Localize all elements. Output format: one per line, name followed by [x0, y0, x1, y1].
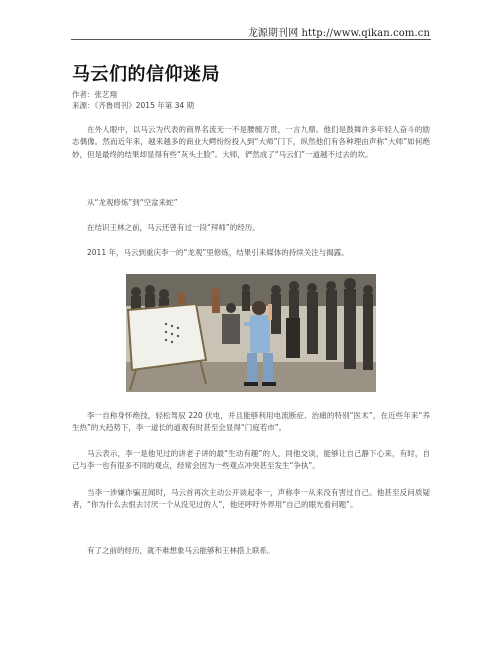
- article-author: 作者：张艺翔: [72, 90, 117, 99]
- article-source: 来源：《齐鲁周刊》2015 年第 34 期: [72, 101, 195, 110]
- paragraph-5: 马云表示，李一是他见过的讲老子讲的最“生动有趣”的人，同他交谈，能够让自己静下心来，有时，自己与李一也有很多不同的观点，经常会因为一些观点冲突甚至发生“争执”。: [72, 449, 430, 471]
- paragraph-6: 当李一涉嫌诈骗丑闻时，马云首再次主动公开谈起李一，声称李一从来没有害过自己。他甚至反问质疑者，“你为什么去恨去讨厌一个从没见过的人”，他还呼吁外界用“自己的眼光看问题”。: [72, 488, 430, 510]
- photo-crowd-tai-chi-icon: [126, 274, 376, 392]
- news-photo: [126, 274, 376, 392]
- header-divider: [71, 39, 431, 40]
- article-title: 马云们的信仰迷局: [72, 64, 220, 85]
- paragraph-4: 李一自称身怀绝技，轻松驾驭 220 伏电，并且能够利用电流断症、治痛的特别“医术”，在近些年来“养生热”的大趋势下，李一道长的道观有时甚至会显得“门庭若市”。: [72, 411, 430, 433]
- paragraph-3: 2011 年，马云到重庆李一的“龙观”里修炼，结果引来媒体的持续关注与揭露。: [87, 248, 349, 257]
- header-site-url: 龙源期刊网 http://www.qikan.com.cn: [247, 28, 430, 39]
- section-heading: 从“龙观修炼”到“空盆来蛇”: [87, 198, 178, 207]
- paragraph-7: 有了之前的经历，就不难想象马云能够和王林搭上联系。: [87, 546, 275, 555]
- paragraph-2: 在结识王林之前，马云还曾有过一段“拜师”的经历。: [87, 223, 260, 232]
- paragraph-intro: 在外人眼中，以马云为代表的商界名流无一不是腰缠万贯，一言九鼎。他们是鼓舞许多年轻人奋斗的励志偶像。然而近年来，越来越多的商业大鳄纷纷投入到“大师”门下，纵然他们有各种理由声称“大师”如何绝妙，但是最终的结果却显得有些“灰头土脸”。大师，俨然成了“马云们”一道越不过去的坎。: [72, 125, 430, 159]
